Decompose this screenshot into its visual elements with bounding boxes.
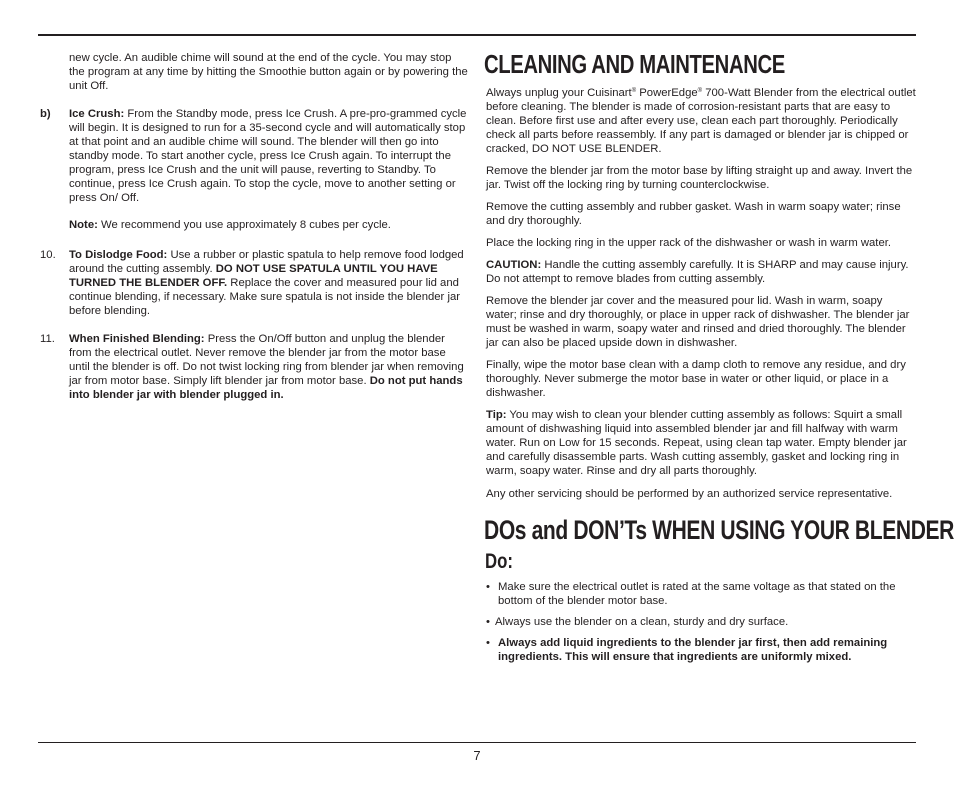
right-column	[484, 49, 954, 671]
bottom-rule	[38, 742, 916, 743]
tip-paragraph: Tip: You may wish to clean your blender cutting assembly as follows: Squirt a small amount of dishwashing liquid into assembled blender jar and fill halfway with warm water. Run on Low for 15 seconds. Repeat, using clean tap water. Empty blender jar and carefully disassemble parts. Wash cutting assembly, gasket and locking ring in warm, soapy water. Rinse and dry all parts thoroughly.	[486, 409, 907, 477]
intro-paragraph: Always unplug your Cuisinart® PowerEdge® 700-Watt Blender from the electrical outlet before cleaning. The blender is made of corrosion-resistant parts that are easy to clean. Before first use and after every use, clean each part thoroughly. Periodically check all parts before reassembly. If any part is damaged or blender jar is chipped or cracked, DO NOT USE BLENDER.	[486, 87, 916, 155]
list-marker: b)	[40, 108, 51, 120]
list-item-11	[40, 332, 468, 402]
paragraph: Remove the cutting assembly and rubber gasket. Wash in warm soapy water; rinse and dry thoroughly.	[486, 201, 901, 227]
list-item: • Make sure the electrical outlet is rated at the same voltage as that stated on the bottom of the blender motor base.	[486, 581, 896, 607]
section-heading-dos-donts: DOs and DON’Ts WHEN USING YOUR BLENDER	[484, 515, 954, 545]
paragraph: Any other servicing should be performed by an authorized service representative.	[486, 488, 893, 500]
list-item: • Always add liquid ingredients to the blender jar first, then add remaining ingredients. This will ensure that ingredients are uniformly mixed.	[486, 637, 888, 663]
paragraph: Finally, wipe the motor base clean with a damp cloth to remove any residue, and dry thoroughly. Never submerge the motor base in water or other liquid, or place in a dishwasher.	[486, 359, 906, 399]
list-item-text: When Finished Blending: Press the On/Off button and unplug the blender from the electrical outlet. Never remove the blender jar from the motor base until the blender is off. Do not twist locking ring from blender jar when removing jar from motor base. Simply lift blender jar from motor base. Do not put hands into blender jar with blender plugged in.	[69, 333, 464, 401]
list-marker: 11.	[40, 333, 55, 345]
section-heading-cleaning: CLEANING AND MAINTENANCE	[484, 49, 785, 79]
list-item-b	[40, 107, 468, 240]
bullet-icon: •	[486, 637, 490, 649]
list-item-10	[40, 248, 468, 318]
subheading-do: Do:	[485, 550, 513, 573]
bullet-icon: •	[486, 616, 490, 628]
ice-crush-label: Ice Crush:	[69, 108, 125, 120]
caution-paragraph: CAUTION: Handle the cutting assembly carefully. It is SHARP and may cause injury. Do not attempt to remove blades from cutting assembly.	[486, 259, 909, 285]
top-rule	[38, 34, 916, 36]
list-item: • Always use the blender on a clean, sturdy and dry surface.	[486, 616, 789, 628]
left-column	[40, 51, 468, 412]
note: Note: We recommend you use approximately 8 cubes per cycle.	[69, 219, 391, 231]
caution-label: CAUTION:	[486, 259, 542, 271]
list-item-text: Ice Crush: From the Standby mode, press Ice Crush. A pre-pro-grammed cycle will begin. It is designed to run for a 35-second cycle and will automatically stop at that point and an audible chime will sound. The blender will then go into standby mode. To start another cycle, press Ice Crush again. To interrupt the program, press Ice Crush and the unit will pause, reverting to Standby. To continue, press Ice Crush again. To stop the cycle, move to another setting or press On/ Off.	[69, 108, 467, 204]
paragraph: Remove the blender jar cover and the measured pour lid. Wash in warm, soapy water; rinse and dry thoroughly, or place in upper rack of dishwasher. The blender jar must be washed in warm, soapy water and rinsed and dried thoroughly. The blender jar can also be placed upside down in dishwasher.	[486, 295, 910, 349]
list-marker: 10.	[40, 249, 56, 261]
note-label: Note:	[69, 219, 98, 231]
paragraph: Remove the blender jar from the motor base by lifting straight up and away. Invert the jar. Twist off the locking ring by turning counterclockwise.	[486, 165, 913, 191]
tip-label: Tip:	[486, 409, 507, 421]
paragraph: Place the locking ring in the upper rack of the dishwasher or wash in warm water.	[486, 237, 892, 249]
bullet-icon: •	[486, 581, 490, 593]
continued-paragraph: new cycle. An audible chime will sound at the end of the cycle. You may stop the program at any time by hitting the Smoothie button again or by powering the unit Off.	[69, 52, 468, 92]
page-number: 7	[473, 748, 481, 763]
list-item-text: To Dislodge Food: Use a rubber or plastic spatula to help remove food lodged around the cutting assembly. DO NOT USE SPATULA UNTIL YOU HAVE TURNED THE BLENDER OFF. Replace the cover and measured pour lid and continue blending, if necessary. Make sure spatula is not inside the blender jar before blending.	[69, 249, 464, 317]
